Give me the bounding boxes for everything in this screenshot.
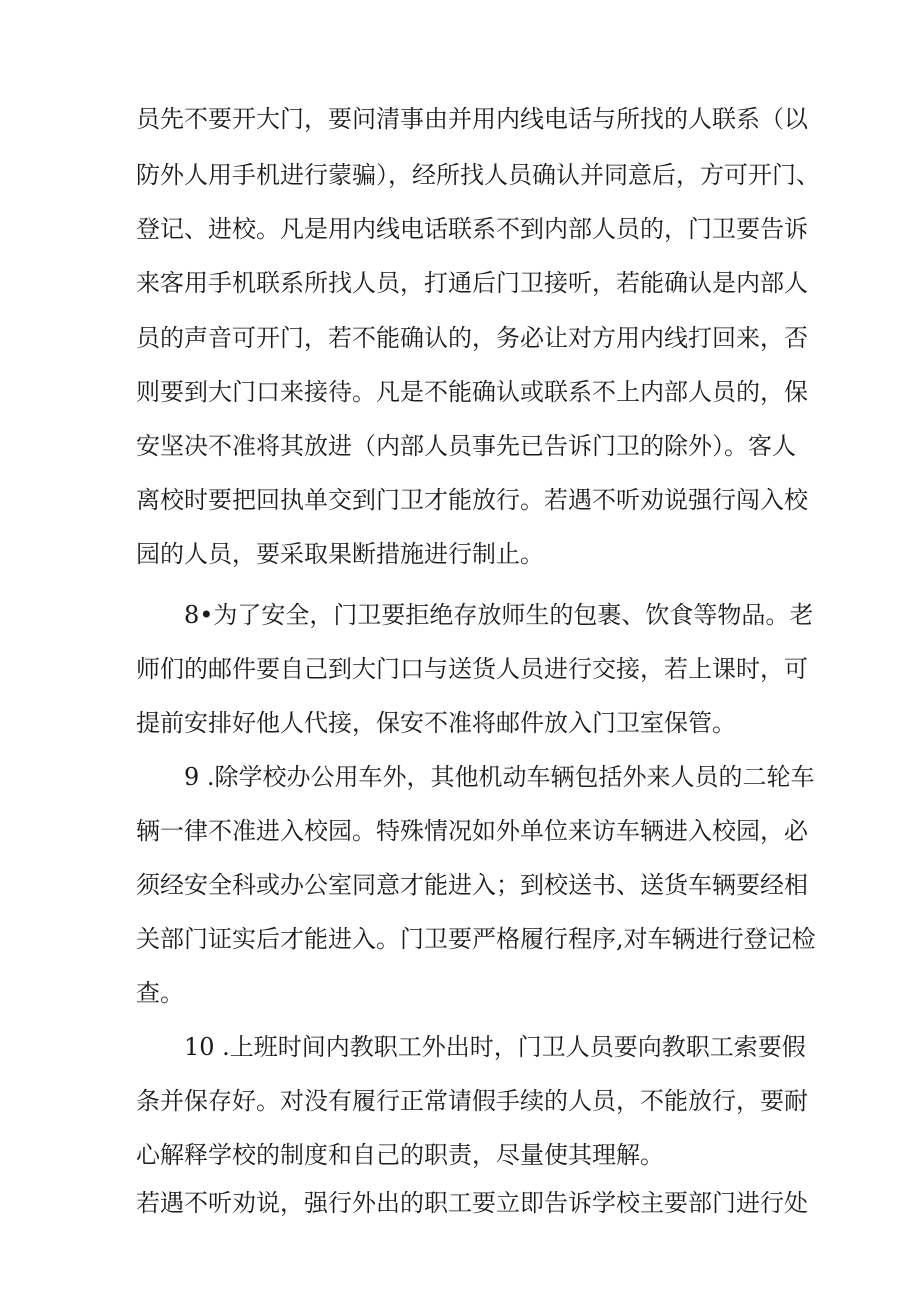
item9-line-5: 查。 (136, 979, 184, 1007)
item9-line-3: 须经安全科或办公室同意才能进入；到校送书、送货车辆要经相 (136, 871, 808, 899)
item9-line-4: 关部门证实后才能进入。门卫要严格履行程序,对车辆进行登记检 (136, 925, 816, 953)
intro-line-5: 员的声音可开门，若不能确认的，务必让对方用内线打回来，否 (136, 324, 808, 352)
intro-line-6: 则要到大门口来接待。凡是不能确认或联系不上内部人员的，保 (136, 378, 808, 406)
item10-line-1: 10 .上班时间内教职工外出时，门卫人员要向教职工索要假 (184, 1033, 806, 1061)
intro-line-4: 来客用手机联系所找人员，打通后门卫接听，若能确认是内部人 (136, 269, 808, 297)
item9-line-2: 辆一律不准进入校园。特殊情况如外单位来访车辆进入校园，必 (136, 817, 808, 845)
intro-line-7: 安坚决不准将其放进（内部人员事先已告诉门卫的除外）。客人 (136, 432, 796, 460)
item8-line-3: 提前安排好他人代接，保安不准将邮件放入门卫室保管。 (136, 709, 736, 737)
intro-line-3: 登记、进校。凡是用内线电话联系不到内部人员的，门卫要告诉 (136, 215, 808, 243)
intro-line-8: 离校时要把回执单交到门卫才能放行。若遇不听劝说强行闯入校 (136, 486, 808, 514)
item10-line-2: 条并保存好。对没有履行正常请假手续的人员，不能放行，要耐 (136, 1087, 808, 1115)
item10-line-3: 心解释学校的制度和自己的职责，尽量使其理解。 (136, 1141, 664, 1169)
item9-line-1: 9 .除学校办公用车外，其他机动车辆包括外来人员的二轮车 (184, 763, 815, 791)
intro-line-9: 园的人员，要采取果断措施进行制止。 (136, 540, 544, 568)
intro-line-1: 员先不要开大门，要问清事由并用内线电话与所找的人联系（以 (136, 105, 808, 133)
item8-line-1: 8•为了安全，门卫要拒绝存放师生的包裹、饮食等物品。老 (184, 601, 814, 629)
item10-line-4: 若遇不听劝说，强行外出的职工要立即告诉学校主要部门进行处 (136, 1189, 808, 1217)
item8-line-2: 师们的邮件要自己到大门口与送货人员进行交接，若上课时，可 (136, 655, 808, 683)
intro-line-2: 防外人用手机进行蒙骗），经所找人员确认并同意后，方可开门、 (136, 161, 820, 189)
